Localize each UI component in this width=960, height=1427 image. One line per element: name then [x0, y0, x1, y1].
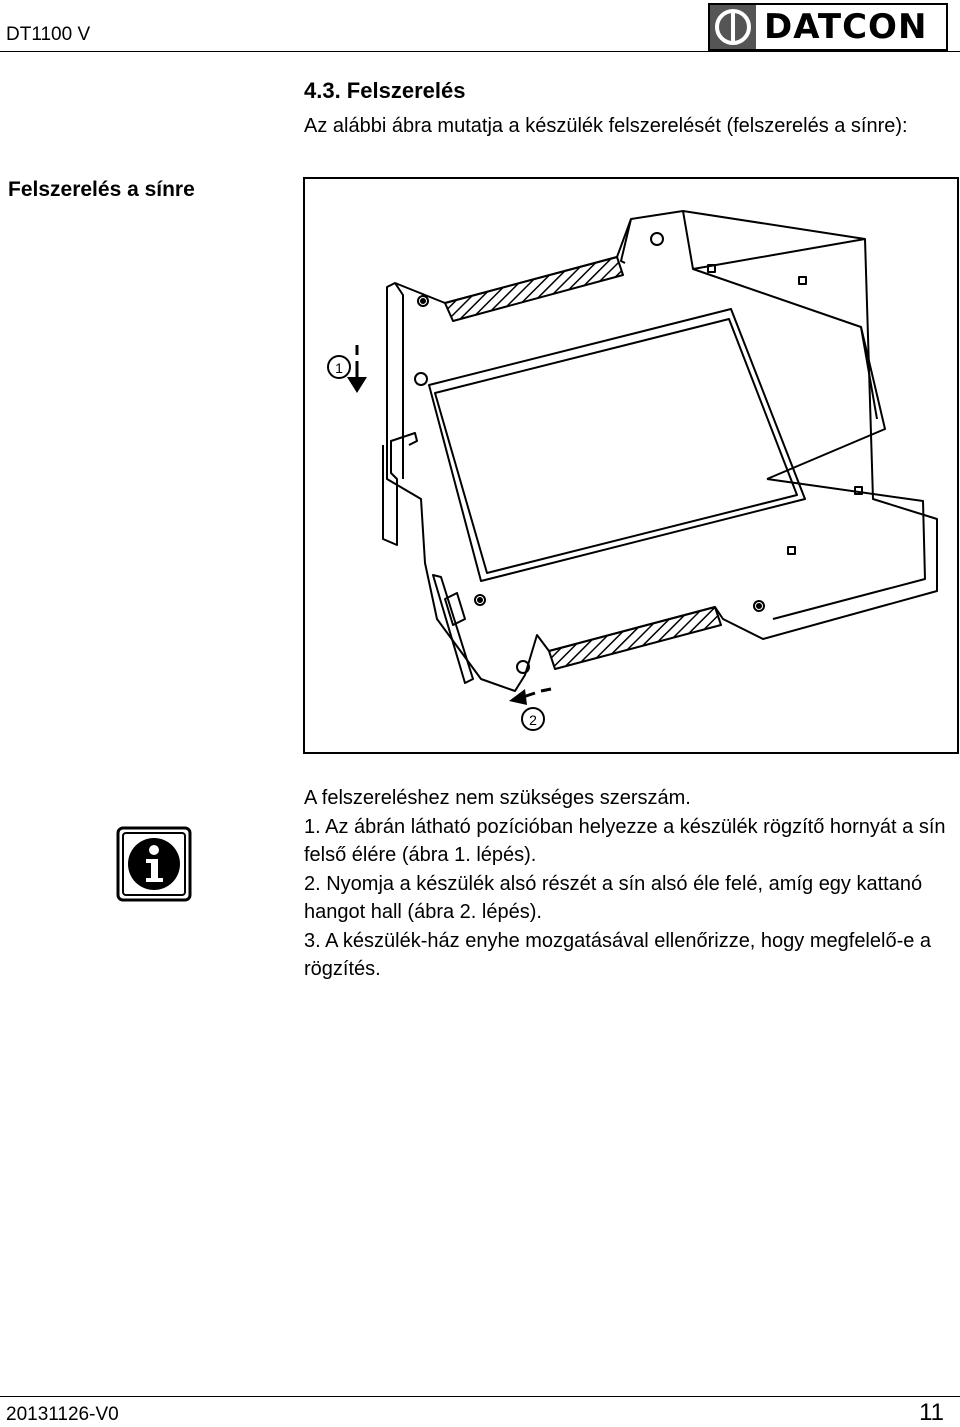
bottom-terminal-strip: [549, 607, 721, 669]
instruction-step-2: 2. Nyomja a készülék alsó részét a sín alsó éle felé, amíg egy kattanó hangot hall (ábra 2. lépés).: [304, 872, 923, 923]
instruction-step-3: 3. A készülék-ház enyhe mozgatásával ellenőrizze, hogy megfelelő-e a rögzítés.: [304, 929, 932, 980]
brand-logo: [708, 3, 948, 51]
section-title: 4.3. Felszerelés: [304, 78, 466, 103]
brand-name: DATCON: [764, 7, 928, 47]
instructions: [304, 784, 954, 984]
top-terminal-strip: [445, 257, 623, 321]
datcon-logo-mark-icon: [710, 5, 756, 49]
housing-outline: [387, 211, 937, 691]
section-intro: Az alábbi ábra mutatja a készülék felszerelését (felszerelés a sínre):: [304, 115, 908, 137]
side-label: Felszerelés a sínre: [8, 178, 195, 201]
step2-label: 2: [529, 712, 537, 728]
info-icon: [116, 826, 192, 902]
rail-clip: [383, 433, 417, 545]
mounting-figure: [303, 177, 959, 754]
step1-arrow: [328, 345, 367, 393]
header-divider: [0, 51, 960, 52]
instruction-note: A felszereléshez nem szükséges szerszám.: [304, 787, 691, 809]
step1-label: 1: [335, 360, 343, 376]
page-number: 11: [919, 1399, 944, 1426]
document-version: 20131126-V0: [6, 1404, 119, 1425]
mounting-diagram: [305, 179, 957, 752]
document-code: DT1100 V: [6, 24, 91, 45]
instruction-step-1: 1. Az ábrán látható pozícióban helyezze a készülék rögzítő hornyát a sín felső élére (ábra 1. lépés).: [304, 815, 946, 866]
footer-divider: [0, 1396, 960, 1397]
